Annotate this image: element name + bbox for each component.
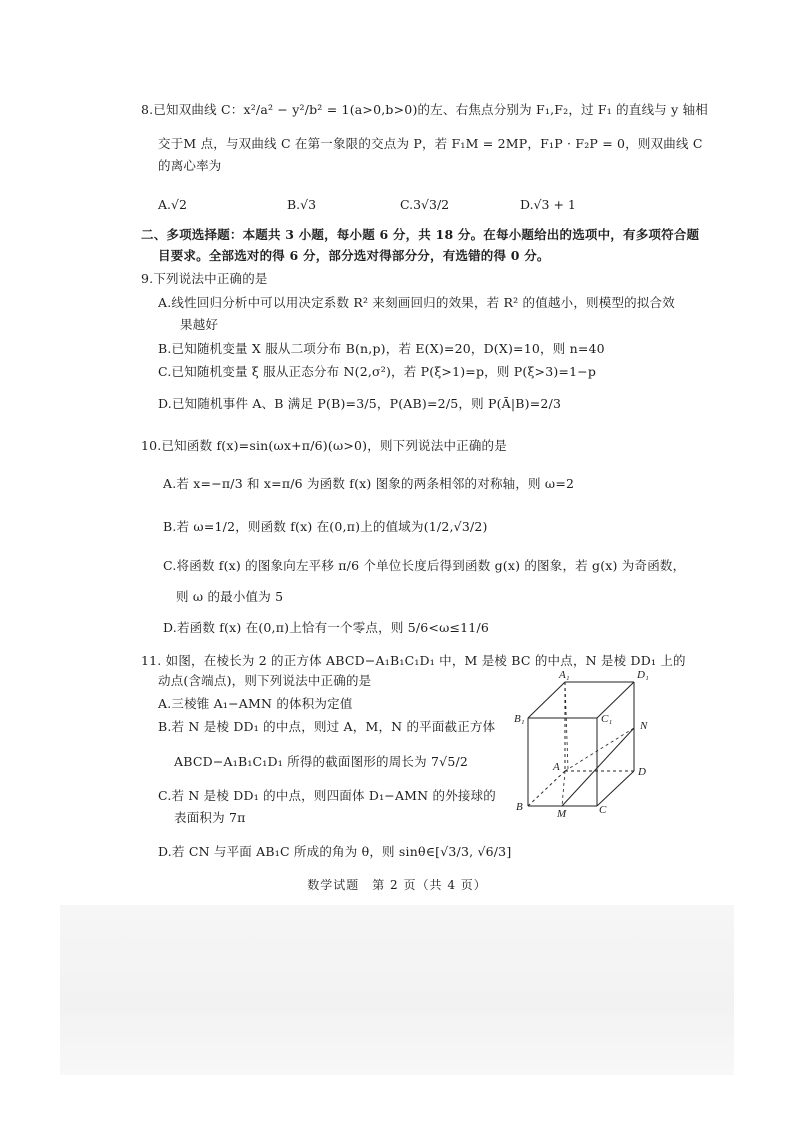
q9-option-a-line2: 果越好	[180, 317, 219, 332]
q10-option-c-line1: C.将函数 f(x) 的图象向左平移 π/6 个单位长度后得到函数 g(x) 的图象，若 g(x) 为奇函数，	[163, 558, 686, 573]
q10-option-b: B.若 ω=1/2，则函数 f(x) 在(0,π)上的值域为(1/2,√3/2)	[163, 519, 488, 534]
line-a-m	[562, 771, 565, 806]
label-c1: C₁	[601, 713, 613, 725]
label-n: N	[640, 720, 648, 732]
q8-option-a: A.√2	[158, 197, 187, 212]
edge-b1-a1	[528, 682, 565, 718]
edge-b-a	[528, 771, 565, 806]
q8-line2: 交于M 点，与双曲线 C 在第一象限的交点为 P，若 F₁M = 2MP，F₁P · F₂P = 0，则双曲线 C	[158, 136, 703, 151]
edge-c-d	[597, 771, 634, 806]
q8-line3: 的离心率为	[158, 158, 222, 173]
cube-diagram	[510, 668, 660, 818]
q9-option-d: D.已知随机事件 A、B 满足 P(B)=3/5，P(AB)=2/5，则 P(Ā|B)=2/3	[158, 396, 562, 411]
section2-line2: 目要求。全部选对的得 6 分，部分选对得部分分，有选错的得 0 分。	[158, 248, 550, 263]
label-d1: D₁	[637, 669, 649, 681]
q9-option-c: C.已知随机变量 ξ 服从正态分布 N(2,σ²)，若 P(ξ>1)=p，则 P(ξ>3)=1−p	[158, 364, 597, 379]
page-footer: 数学试题 第 2 页（共 4 页）	[307, 878, 487, 892]
q11-line2: 动点(含端点)，则下列说法中正确的是	[158, 673, 372, 688]
scan-shadow	[60, 905, 734, 1075]
q8-option-d: D.√3 + 1	[520, 197, 576, 212]
q10-option-c-line2: 则 ω 的最小值为 5	[176, 589, 284, 604]
q8-option-c: C.3√3/2	[400, 197, 450, 212]
cube-figure	[510, 668, 660, 818]
label-b1: B₁	[514, 713, 525, 725]
q11-option-a: A.三棱锥 A₁−AMN 的体积为定值	[158, 696, 353, 711]
label-c: C	[599, 804, 607, 816]
q11-option-c-line1: C.若 N 是棱 DD₁ 的中点，则四面体 D₁−AMN 的外接球的	[158, 788, 496, 803]
line-a-n	[565, 728, 634, 771]
section2-line1: 二、多项选择题：本题共 3 小题，每小题 6 分，共 18 分。在每小题给出的选项中，有多项符合题	[141, 227, 700, 242]
q9-option-a-line1: A.线性回归分析中可以用决定系数 R² 来刻画回归的效果，若 R² 的值越小，则模型的拟合效	[158, 295, 675, 310]
q9-stem: 9.下列说法中正确的是	[141, 271, 268, 286]
q11-option-b-line1: B.若 N 是棱 DD₁ 的中点，则过 A，M，N 的平面截正方体	[158, 719, 496, 734]
q11-line1: 11. 如图，在棱长为 2 的正方体 ABCD−A₁B₁C₁D₁ 中，M 是棱 BC 的中点，N 是棱 DD₁ 上的	[141, 653, 686, 668]
q11-option-c-line2: 表面积为 7π	[174, 810, 246, 825]
label-d: D	[638, 766, 646, 778]
label-a1: A₁	[559, 669, 570, 681]
label-m: M	[557, 808, 567, 820]
q8-line1: 8.已知双曲线 C：x²/a² − y²/b² = 1(a>0,b>0)的左、右焦点分别为 F₁,F₂，过 F₁ 的直线与 y 轴相	[141, 102, 708, 117]
q9-option-b: B.已知随机变量 X 服从二项分布 B(n,p)，若 E(X)=20，D(X)=10，则 n=40	[158, 341, 605, 356]
q10-option-a: A.若 x=−π/3 和 x=π/6 为函数 f(x) 图象的两条相邻的对称轴，则 ω=2	[163, 476, 575, 491]
q11-option-d: D.若 CN 与平面 AB₁C 所成的角为 θ，则 sinθ∈[√3/3, √6/3]	[158, 844, 512, 859]
label-b: B	[516, 801, 523, 813]
q8-option-b: B.√3	[287, 197, 317, 212]
q10-stem: 10.已知函数 f(x)=sin(ωx+π/6)(ω>0)，则下列说法中正确的是	[141, 438, 507, 453]
q10-option-d: D.若函数 f(x) 在(0,π)上恰有一个零点，则 5/6<ω≤11/6	[163, 620, 490, 635]
q11-option-b-line2: ABCD−A₁B₁C₁D₁ 所得的截面图形的周长为 7√5/2	[174, 754, 469, 769]
line-m-n	[562, 728, 634, 806]
label-a: A	[553, 761, 560, 773]
